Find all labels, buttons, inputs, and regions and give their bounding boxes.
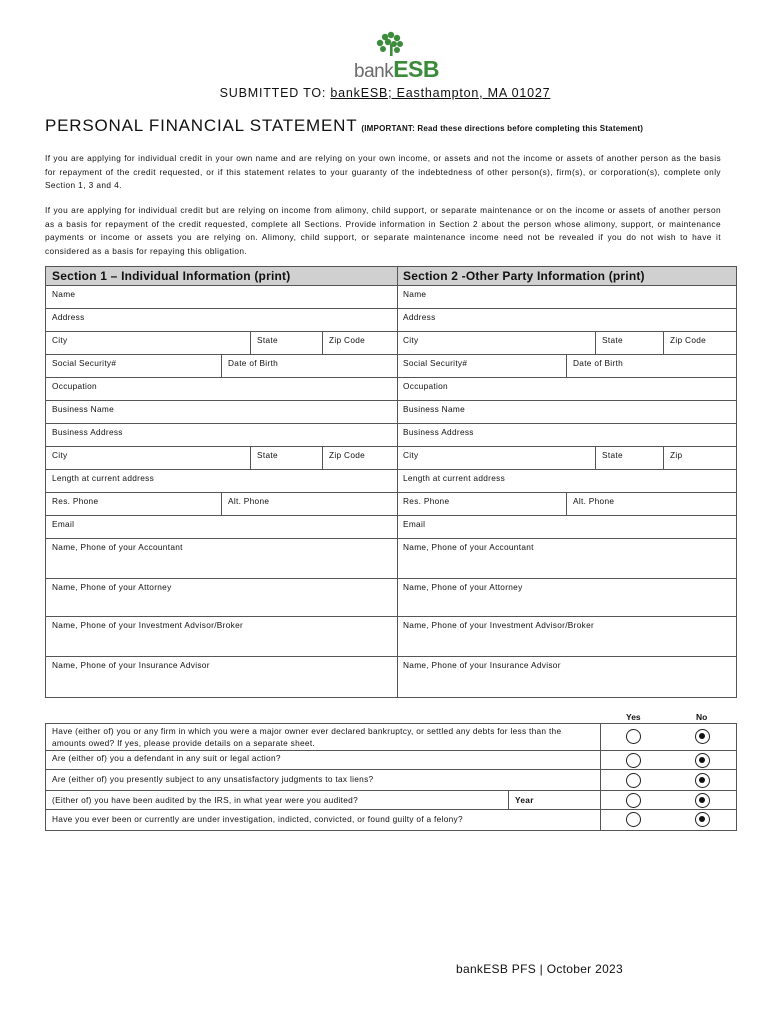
- s2-business-address-field[interactable]: Business Address: [397, 424, 736, 447]
- bankesb-logo: bankESB: [354, 56, 439, 82]
- bankruptcy-no-radio[interactable]: [695, 729, 710, 744]
- s2-address-field[interactable]: Address: [397, 309, 736, 332]
- judgments-yes-radio[interactable]: [626, 773, 641, 788]
- s1-name-field[interactable]: Name: [46, 286, 397, 309]
- question-row-felony: [46, 810, 736, 830]
- section1-header: Section 1 – Individual Information (print): [46, 267, 397, 286]
- s2-attorney-field[interactable]: Name, Phone of your Attorney: [397, 579, 736, 617]
- s1-address-field[interactable]: Address: [46, 309, 397, 332]
- page-footer: bankESB PFS | October 2023: [456, 962, 624, 976]
- s1-res-phone-field[interactable]: Res. Phone: [52, 496, 99, 506]
- question-text: (Either of) you have been audited by the IRS, in what year were you audited?: [46, 791, 601, 809]
- s1-business-city-row: [46, 447, 397, 470]
- question-text: Are (either of) you a defendant in any suit or legal action?: [46, 751, 601, 769]
- instructions-paragraph-2: If you are applying for individual credit but are relying on income from alimony, child support, or separate maintenance or on the income or assets of another person as a basis for repayment of the credit requested, complete all Sections. Provide information in Section 2 about the person whose alimony, support, or maintenance payments or income or assets you are relying on. Alimony, child support, or separate maintenance income need not be revealed if you do not wish to have it considered as a basis for repaying this obligation.: [45, 205, 721, 256]
- s1-business-state-field[interactable]: State: [250, 447, 322, 469]
- s2-accountant-field[interactable]: Name, Phone of your Accountant: [397, 539, 736, 579]
- title-note: (IMPORTANT: Read these directions before completing this Statement): [361, 124, 644, 133]
- s1-business-city-field[interactable]: City: [52, 450, 68, 460]
- s2-advisor-field[interactable]: Name, Phone of your Investment Advisor/Broker: [397, 617, 736, 657]
- s1-state-field[interactable]: State: [250, 332, 322, 354]
- s1-phone-row: [46, 493, 397, 516]
- s1-ssn-dob-row: [46, 355, 397, 378]
- column-divider: [397, 267, 398, 697]
- s1-alt-phone-field[interactable]: Alt. Phone: [221, 493, 397, 515]
- lawsuit-no-radio[interactable]: [695, 753, 710, 768]
- s2-occupation-field[interactable]: Occupation: [397, 378, 736, 401]
- question-row-bankruptcy: [46, 724, 736, 751]
- judgments-no-radio[interactable]: [695, 773, 710, 788]
- s1-business-address-field[interactable]: Business Address: [46, 424, 397, 447]
- yes-column-label: Yes: [626, 712, 641, 722]
- s2-ssn-dob-row: [397, 355, 736, 378]
- s1-ssn-field[interactable]: Social Security#: [52, 358, 117, 368]
- s1-business-name-field[interactable]: Business Name: [46, 401, 397, 424]
- s1-dob-field[interactable]: Date of Birth: [221, 355, 397, 377]
- question-row-judgments: [46, 770, 736, 791]
- s2-business-state-field[interactable]: State: [595, 447, 663, 469]
- s2-business-name-field[interactable]: Business Name: [397, 401, 736, 424]
- section2-header: Section 2 -Other Party Information (print): [397, 267, 736, 286]
- irs-audit-yes-radio[interactable]: [626, 793, 641, 808]
- s2-phone-row: [397, 493, 736, 516]
- s2-insurance-field[interactable]: Name, Phone of your Insurance Advisor: [403, 660, 561, 670]
- s2-business-zip-field[interactable]: Zip: [663, 447, 736, 469]
- instructions-paragraph-1: If you are applying for individual credit in your own name and are relying on your own income, or assets and not the income or assets of another person as the basis for repayment of the credit requested, or if this statement relates to your guaranty of the indebtedness of other person(s), firm(s), or corporation(s), complete only Section 1, 3 and 4.: [45, 153, 721, 190]
- s1-insurance-field[interactable]: Name, Phone of your Insurance Advisor: [52, 660, 210, 670]
- no-column-label: No: [696, 712, 708, 722]
- s2-name-field[interactable]: Name: [397, 286, 736, 309]
- question-text: Have you ever been or currently are under investigation, indicted, convicted, or found guilty of a felony?: [46, 810, 601, 830]
- s1-accountant-field[interactable]: Name, Phone of your Accountant: [46, 539, 397, 579]
- s2-business-city-field[interactable]: City: [403, 450, 419, 460]
- felony-yes-radio[interactable]: [626, 812, 641, 827]
- question-row-irs-audit: [46, 791, 736, 810]
- s1-zip-field[interactable]: Zip Code: [322, 332, 397, 354]
- felony-no-radio[interactable]: [695, 812, 710, 827]
- irs-audit-no-radio[interactable]: [695, 793, 710, 808]
- s2-city-state-zip-row: [397, 332, 736, 355]
- s1-occupation-field[interactable]: Occupation: [46, 378, 397, 401]
- question-text: Are (either of) you presently subject to any unsatisfactory judgments to tax liens?: [46, 770, 601, 790]
- s2-alt-phone-field[interactable]: Alt. Phone: [566, 493, 736, 515]
- submitted-to-address: bankESB; Easthampton, MA 01027: [330, 86, 551, 100]
- s2-state-field[interactable]: State: [595, 332, 663, 354]
- s2-email-field[interactable]: Email: [397, 516, 736, 539]
- bankruptcy-yes-radio[interactable]: [626, 729, 641, 744]
- s2-length-field[interactable]: Length at current address: [397, 470, 736, 493]
- questions-table: [45, 723, 737, 831]
- s1-city-field[interactable]: City: [52, 335, 68, 345]
- s2-business-city-row: [397, 447, 736, 470]
- s2-ssn-field[interactable]: Social Security#: [403, 358, 468, 368]
- s2-res-phone-field[interactable]: Res. Phone: [403, 496, 450, 506]
- question-row-lawsuit: [46, 751, 736, 770]
- s1-length-field[interactable]: Length at current address: [46, 470, 397, 493]
- s2-city-field[interactable]: City: [403, 335, 419, 345]
- s2-dob-field[interactable]: Date of Birth: [566, 355, 736, 377]
- s1-email-field[interactable]: Email: [46, 516, 397, 539]
- s2-zip-field[interactable]: Zip Code: [663, 332, 736, 354]
- page-title: PERSONAL FINANCIAL STATEMENT (IMPORTANT: Read these directions before completing this Statement): [45, 116, 644, 135]
- s1-advisor-field[interactable]: Name, Phone of your Investment Advisor/Broker: [46, 617, 397, 657]
- audit-year-field[interactable]: Year: [508, 791, 601, 809]
- s1-city-state-zip-row: [46, 332, 397, 355]
- submitted-to: SUBMITTED TO: bankESB; Easthampton, MA 01027: [219, 86, 551, 100]
- question-text: Have (either of) you or any firm in which you were a major owner ever declared bankruptcy, or settled any debts for less than the amounts owed? If yes, please provide details on a separate sheet.: [46, 724, 601, 750]
- lawsuit-yes-radio[interactable]: [626, 753, 641, 768]
- information-sections: [45, 266, 737, 698]
- s1-business-zip-field[interactable]: Zip Code: [322, 447, 397, 469]
- s1-attorney-field[interactable]: Name, Phone of your Attorney: [46, 579, 397, 617]
